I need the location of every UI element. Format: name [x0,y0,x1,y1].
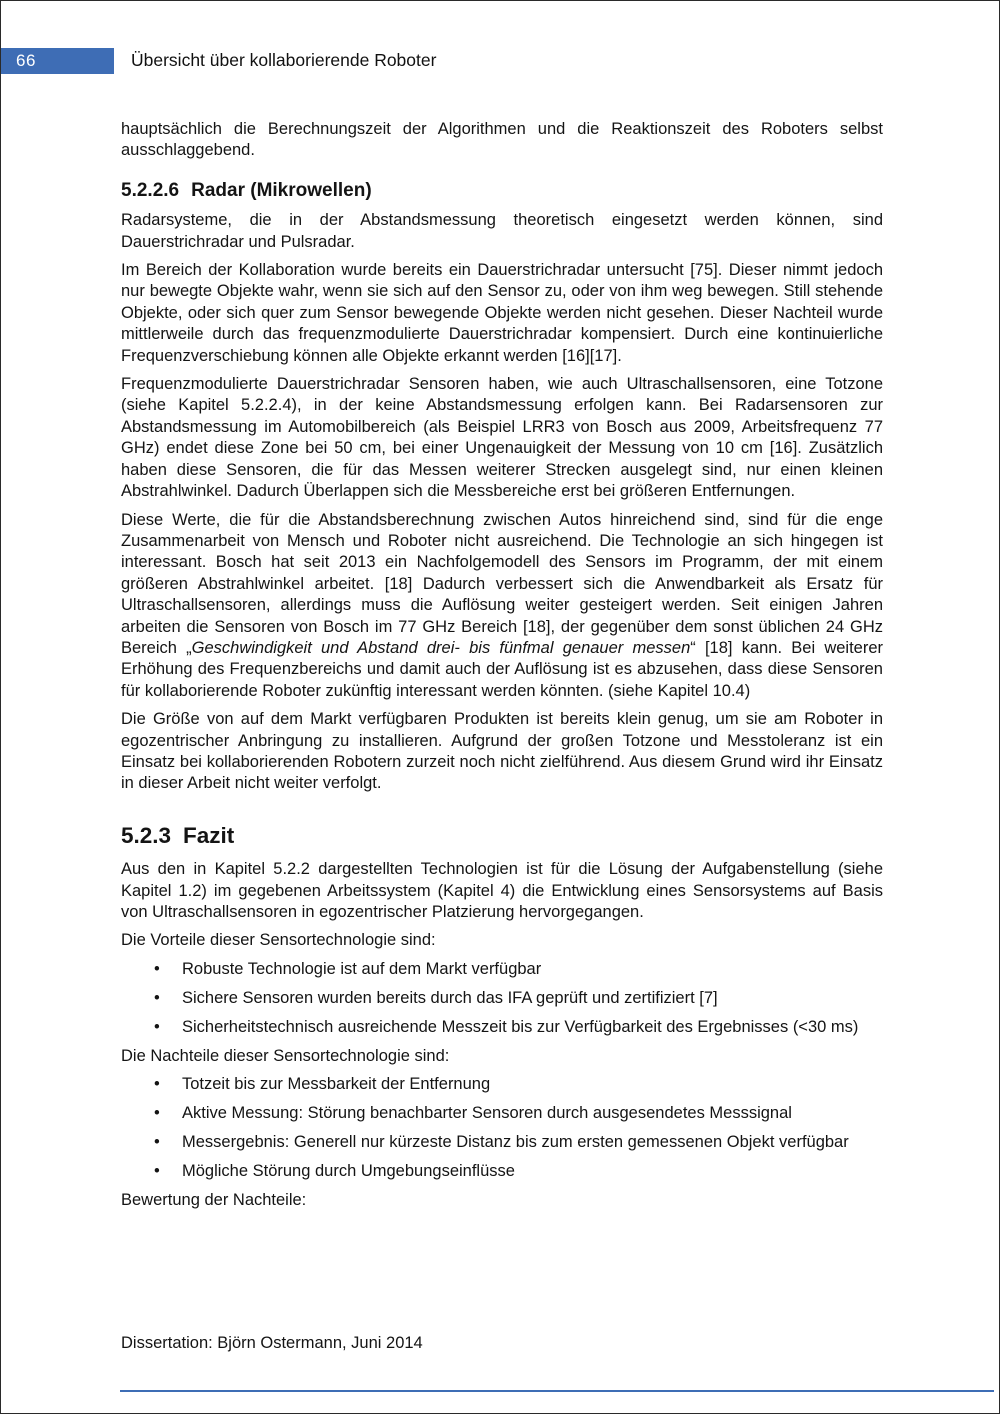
heading-radar-number: 5.2.2.6 [121,179,180,201]
page-number: 66 [16,50,36,70]
advantages-intro: Die Vorteile dieser Sensortechnologie sind: [121,931,436,950]
radar-4-text-after: “ [18] kann. Bei weiterer Erhöhung des Frequenzbereichs und damit auch der Auflösung ist es abzusehen, dass diese Sensoren für kollaborierende Roboter zukünftig interessant werden könnten. (siehe Kapitel 10.4) [121,638,884,700]
paragraph-radar-3: Frequenzmodulierte Dauerstrichradar Sensoren haben, wie auch Ultraschallsensoren, eine Totzone (siehe Kapitel 5.2.2.4), in der keine Abstandsmessung erfolgen kann. Bei Radarsensoren zur Abstandsmessung im Automobilbereich (als Beispiel LRR3 von Bosch aus 2009, Arbeitsfrequenz 77 GHz) endet diese Zone bei 50 cm, bei einer Ungenauigkeit der Messung von 10 cm [16]. Zusätzlich haben diese Sensoren, die für das Messen weiterer Strecken ausgelegt sind, nur einen kleinen Abstrahlwinkel. Dadurch Überlappen sich die Messbereiche erst bei größeren Entfernungen. [121,375,883,501]
list-item-disadvantage [121,1161,883,1182]
radar-4-text-before: Diese Werte, die für die Abstandsberechnung zwischen Autos hinreichend sind, sind für die enge Zusammenarbeit von Mensch und Roboter nicht ausreichend. Die Technologie an sich hingegen ist interessant. Bosch hat seit 2013 ein Nachfolgemodell des Sensors im Programm, der mit einem größeren Abstrahlwinkel arbeitet. [18] Dadurch verbessert sich die Anwendbarkeit als Ersatz für Ultraschallsensoren, allerdings muss die Auflösung weiter gesteigert werden. Seit einigen Jahren arbeiten die Sensoren von Bosch im 77 GHz Bereich [18], der gegenüber dem sonst üblichen 24 GHz Bereich „ [121,510,883,657]
footer-text: Dissertation: Björn Ostermann, Juni 2014 [121,1334,423,1352]
heading-fazit [121,822,883,848]
page-body [121,119,883,1218]
list-item-advantage [121,988,883,1009]
radar-4-quotation-italic: Geschwindigkeit und Abstand drei- bis fünfmal genauer messen [191,638,691,657]
paragraph-radar-5: Die Größe von auf dem Markt verfügbaren Produkten ist bereits klein genug, um sie am Roboter in egozentrischer Anbringung zu installieren. Aufgrund der großen Totzone und Messtoleranz ist ein Einsatz bei kollaborierenden Robotern zurzeit noch nicht zielführend. Aus diesem Grund wird ihr Einsatz in dieser Arbeit nicht weiter verfolgt. [121,710,883,793]
list-item-disadvantage [121,1103,883,1124]
list-item-disadvantage [121,1074,883,1095]
advantages-list [121,959,883,1038]
bottom-rule [120,1390,994,1392]
page-number-box [1,48,114,74]
heading-radar [121,180,883,201]
list-item-advantage [121,959,883,980]
list-item-text: Aktive Messung: Störung benachbarter Sensoren durch ausgesendetes Messsignal [182,1103,792,1122]
disadvantages-list [121,1074,883,1182]
heading-fazit-number: 5.2.3 [121,822,172,848]
heading-radar-title: Radar (Mikrowellen) [191,179,372,201]
running-header-title: Übersicht über kollaborierende Roboter [131,50,437,70]
paragraph-radar-2: Im Bereich der Kollaboration wurde bereits ein Dauerstrichradar untersucht [75]. Dieser nimmt jedoch nur bewegte Objekte wahr, wenn sie sich auf den Sensor zu, oder von ihm weg bewegen. Still stehende Objekte, oder sich quer zum Sensor bewegende Objekte werden nicht gesehen. Dieser Nachteil wurde mittlerweile durch das frequenzmodulierte Dauerstrichradar kompensiert. Durch eine kontinuierliche Frequenzverschiebung können alle Objekte erkannt werden [16][17]. [121,261,883,365]
heading-fazit-title: Fazit [183,822,235,848]
list-item-text: Sichere Sensoren wurden bereits durch das IFA geprüft und zertifiziert [7] [182,988,718,1007]
list-item-text: Sicherheitstechnisch ausreichende Messzeit bis zur Verfügbarkeit des Ergebnisses (<30 ms) [182,1017,859,1036]
list-item-text: Robuste Technologie ist auf dem Markt verfügbar [182,959,542,978]
paragraph-radar-4 [121,510,883,703]
list-item-text: Mögliche Störung durch Umgebungseinflüsse [182,1161,515,1180]
rating-intro: Bewertung der Nachteile: [121,1190,307,1209]
paragraph-fazit-1: Aus den in Kapitel 5.2.2 dargestellten Technologien ist für die Lösung der Aufgabenstellung (siehe Kapitel 1.2) im gegebenen Arbeitssystem (Kapitel 4) die Entwicklung eines Sensorsystems auf Basis von Ultraschallsensoren in egozentrischer Platzierung hervorgegangen. [121,860,883,921]
list-item-text: Totzeit bis zur Messbarkeit der Entfernung [182,1074,491,1093]
disadvantages-intro: Die Nachteile dieser Sensortechnologie sind: [121,1046,450,1065]
list-item-advantage [121,1017,883,1038]
paragraph-radar-1: Radarsysteme, die in der Abstandsmessung theoretisch eingesetzt werden können, sind Dauerstrichradar und Pulsradar. [121,211,883,251]
list-item-text: Messergebnis: Generell nur kürzeste Distanz bis zum ersten gemessenen Objekt verfügbar [182,1132,849,1151]
paragraph-continuation: hauptsächlich die Berechnungszeit der Algorithmen und die Reaktionszeit des Roboters selbst ausschlaggebend. [121,120,883,160]
page-header [1,47,999,74]
list-item-disadvantage [121,1132,883,1153]
